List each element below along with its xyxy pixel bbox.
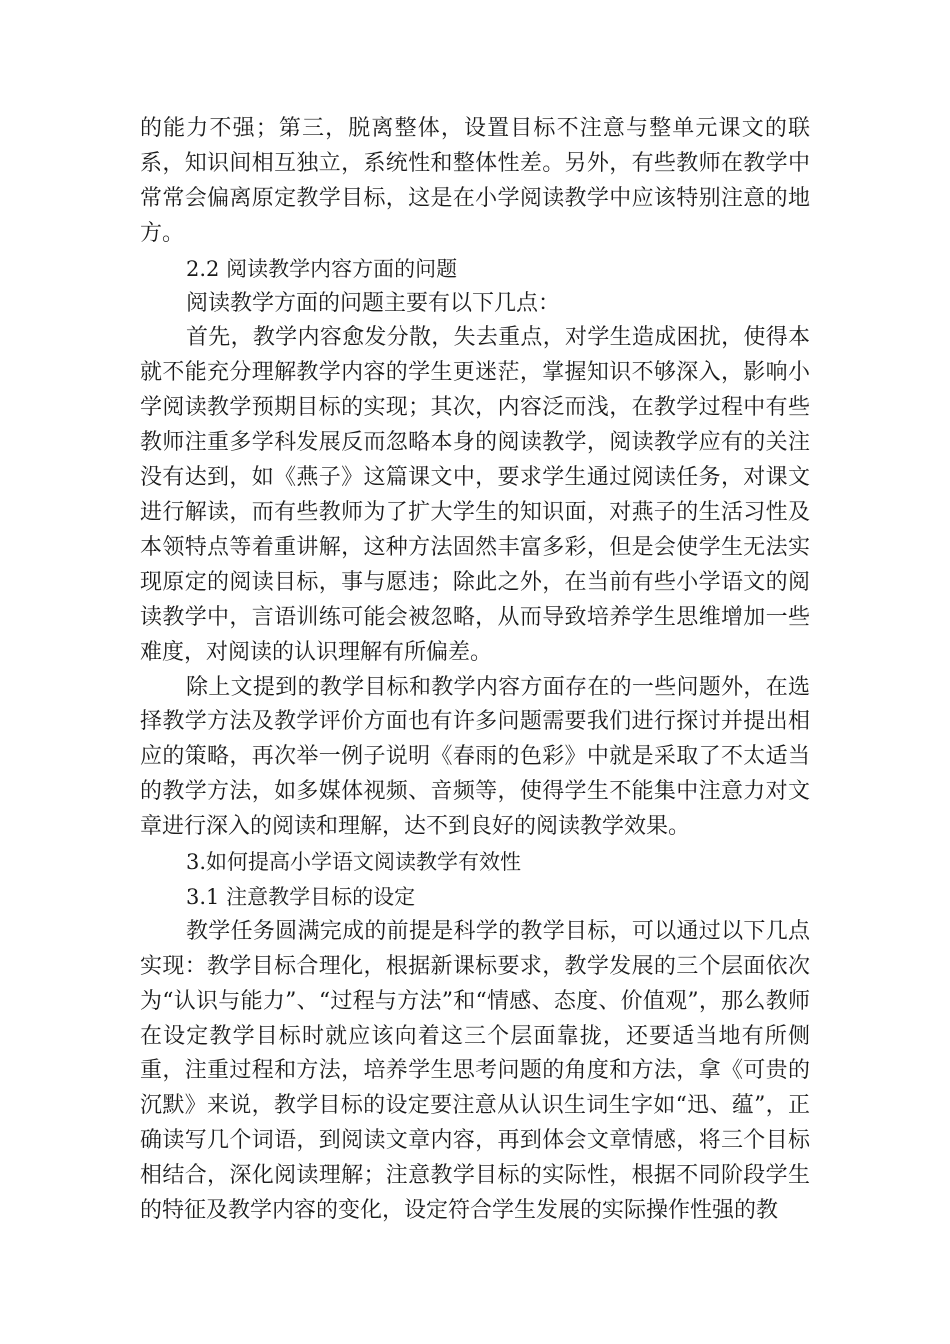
section-heading-3-1: 3.1 注意教学目标的设定	[186, 884, 416, 909]
paragraph-intro: 阅读教学方面的问题主要有以下几点：	[186, 290, 561, 316]
document-body	[140, 112, 810, 1229]
section-heading-2-2: 2.2 阅读教学内容方面的问题	[186, 256, 458, 281]
section-heading-3: 3.如何提高小学语文阅读教学有效性	[186, 850, 522, 875]
paragraph-content-problems: 首先，教学内容愈发分散，失去重点，对学生造成困扰，使得本就不能充分理解教学内容的学生更迷茫，掌握知识不够深入，影响小学阅读教学预期目标的实现；其次，内容泛而浅，在教学过程中有些教师注重多学科发展反而忽略本身的阅读教学，阅读教学应有的关注没有达到，如《燕子》这篇课文中，要求学生通过阅读任务，对课文进行解读，而有些教师为了扩大学生的知识面，对燕子的生活习性及本领特点等着重讲解，这种方法固然丰富多彩，但是会使学生无法实现原定的阅读目标，事与愿违；除此之外，在当前有些小学语文的阅读教学中，言语训练可能会被忽略，从而导致培养学生思维增加一些难度，对阅读的认识理解有所偏差。	[140, 325, 810, 665]
paragraph-continuation: 的能力不强；第三，脱离整体，设置目标不注意与整单元课文的联系，知识间相互独立，系统性和整体性差。另外，有些教师在教学中常常会偏离原定教学目标，这是在小学阅读教学中应该特别注意的地方。	[140, 116, 810, 246]
paragraph-goal-setting: 教学任务圆满完成的前提是科学的教学目标，可以通过以下几点实现：教学目标合理化，根据新课标要求，教学发展的三个层面依次为“认识与能力”、“过程与方法”和“情感、态度、价值观”，那么教师在设定教学目标时就应该向着这三个层面靠拢，还要适当地有所侧重，注重过程和方法，培养学生思考问题的角度和方法，拿《可贵的沉默》来说，教学目标的设定要注意从认识生词生字如“迅、蕴”，正确读写几个词语，到阅读文章内容，再到体会文章情感，将三个目标相结合，深化阅读理解；注意教学目标的实际性，根据不同阶段学生的特征及教学内容的变化，设定符合学生发展的实际操作性强的教	[140, 918, 810, 1224]
paragraph-methods-problems: 除上文提到的教学目标和教学内容方面存在的一些问题外，在选择教学方法及教学评价方面也有许多问题需要我们进行探讨并提出相应的策略，再次举一例子说明《春雨的色彩》中就是采取了不太适当的教学方法，如多媒体视频、音频等，使得学生不能集中注意力对文章进行深入的阅读和理解，达不到良好的阅读教学效果。	[140, 674, 810, 840]
